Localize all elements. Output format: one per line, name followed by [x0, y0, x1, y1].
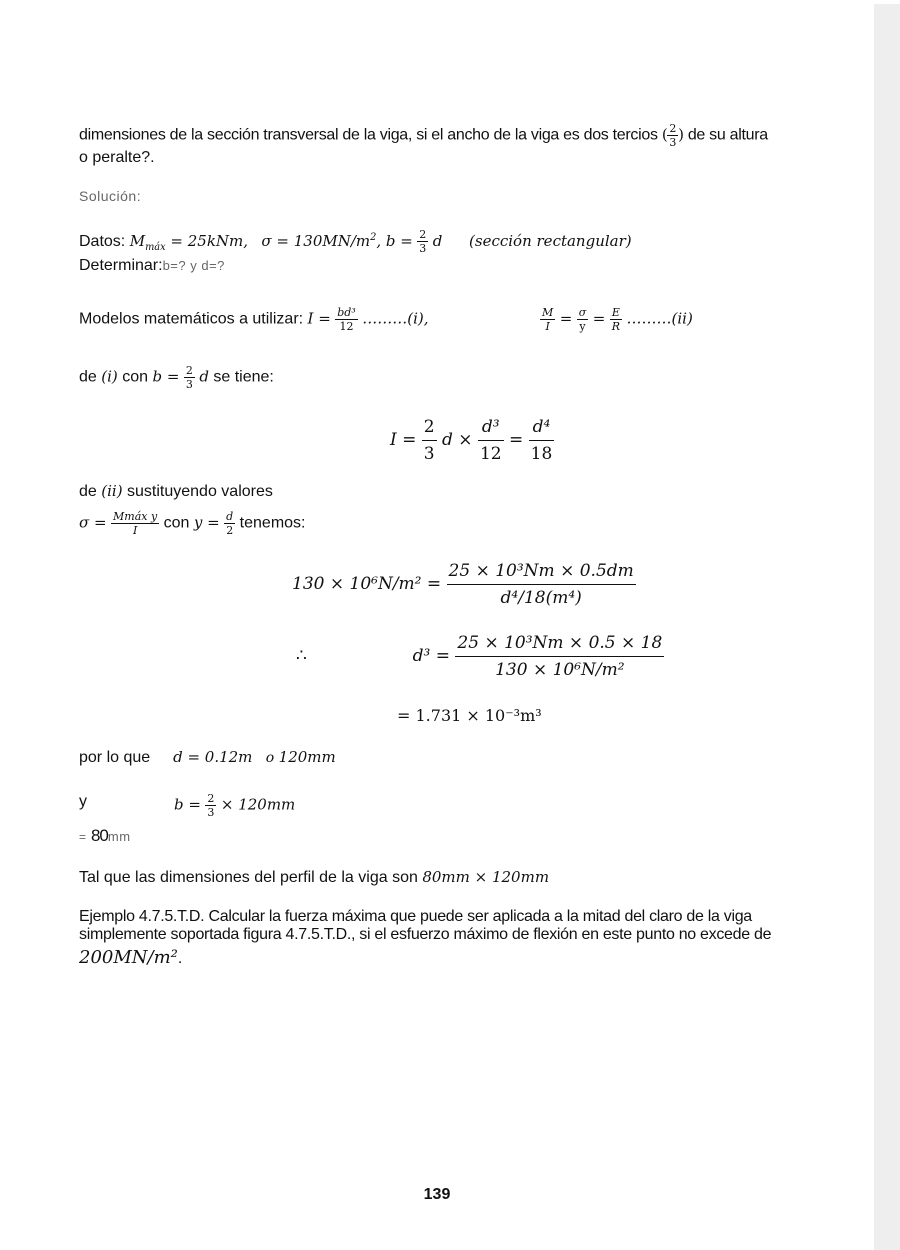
- relation-line: $\frac{M}{I}$ = $\frac{\sigma}{y}$ = $\frac{E}{R}$ ………(ii): [542, 306, 693, 333]
- ejemplo-line: 200MN/m².: [79, 947, 183, 968]
- ejemplo-line: Ejemplo 4.7.5.T.D. Calcular la fuerza máxima que puede ser aplicada a la mitad del claro de la viga: [79, 908, 752, 925]
- sigma-line: σ = $\frac{\text{Mmáx y}}{I}$ con y = $\frac{d}{2}$ tenemos:: [79, 510, 306, 537]
- determinar-line: Determinar:b=? y d=?: [79, 257, 225, 274]
- y-line: y: [79, 793, 87, 810]
- fraction: $\frac{2}{3}$: [669, 122, 677, 149]
- eighty-line: = 80mm: [79, 826, 131, 845]
- text: dimensiones de la sección transversal de la viga, si el ancho de la viga es dos tercios: [79, 126, 658, 144]
- equation-inertia: I = $\frac{2}{3}$ d × $\frac{\text{d³}}{12}$ = $\frac{\text{d⁴}}{18}$: [390, 414, 554, 467]
- scrollbar-track[interactable]: [874, 4, 900, 1250]
- section-type: (sección rectangular): [469, 232, 632, 250]
- datos-label: Datos:: [79, 233, 126, 250]
- tal-que-line: Tal que las dimensiones del perfil de la viga son 80mm × 120mm: [79, 868, 550, 886]
- de-ii-line: de (ii) sustituyendo valores: [79, 482, 273, 500]
- equation-d-cubed: ∴ d³ = $\frac{\text{25 × 10³Nm × 0.5 × 18}}{\text{130 × 10⁶N/m²}}$: [296, 630, 664, 683]
- modelos-line: Modelos matemáticos a utilizar: I = $\frac{\text{bd³}}{12}$ ………(i),: [79, 306, 429, 333]
- de-i-line: de (i) con b = $\frac{2}{3}$ d se tiene:: [79, 364, 274, 391]
- equation-stress: 130 × 10⁶N/m² = $\frac{\text{25 × 10³Nm × 0.5dm}}{\text{d⁴/18(m⁴)}}$: [292, 558, 636, 611]
- fraction: $\frac{2}{3}$: [419, 228, 427, 256]
- b-value-line: b = $\frac{2}{3}$ × 120mm: [174, 792, 296, 819]
- paragraph-line: o peralte?.: [79, 149, 155, 166]
- equation-result: = 1.731 × 10⁻³m³: [397, 706, 542, 725]
- datos-line: Datos: $M_{máx} = 25kNm$, $\sigma = 130MN/m^2$, b = $\frac{2}{3}$ d (sección rectangular): [79, 228, 632, 256]
- ejemplo-line: simplemente soportada figura 4.7.5.T.D., si el esfuerzo máximo de flexión en este punto no excede de: [79, 926, 772, 943]
- section-label: Solución:: [79, 188, 142, 204]
- page-number: 139: [423, 1186, 451, 1203]
- paragraph-line: dimensiones de la sección transversal de la viga, si el ancho de la viga es dos tercios ( $\frac{2}{3}$ ) de su altura: [79, 122, 768, 149]
- fraction: $\frac{\text{bd³}}{12}$: [337, 306, 356, 333]
- por-lo-que-line: por lo que d = 0.12m o 120mm: [79, 748, 336, 766]
- text: de su altura: [687, 126, 768, 144]
